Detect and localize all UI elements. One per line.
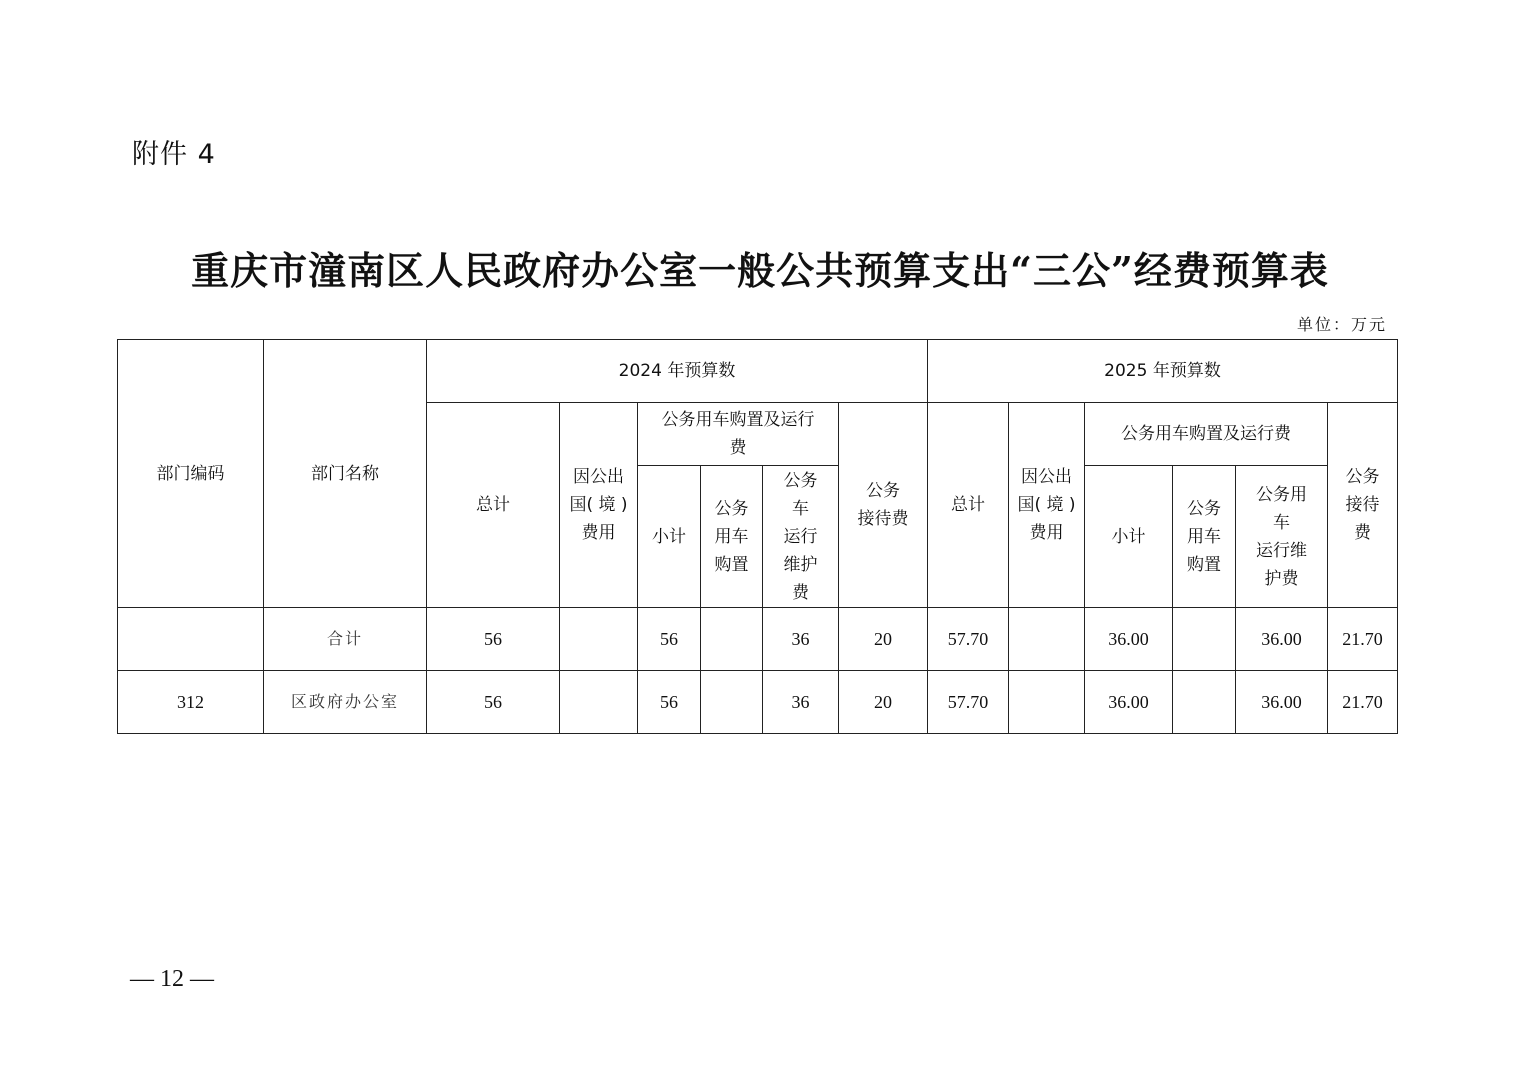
- row-0-2024-subtotal: 56: [637, 607, 701, 671]
- row-0-2025-total: 57.70: [927, 607, 1009, 671]
- attachment-label: 附件 4: [132, 139, 216, 170]
- header-2025-total: 总计: [927, 402, 1009, 608]
- row-0-2024-abroad: [559, 607, 638, 671]
- header-2024-abroad: 因公出 国( 境 ) 费用: [559, 402, 638, 608]
- row-1-2024-reception: 20: [838, 670, 928, 734]
- row-0-2025-purchase: [1172, 607, 1236, 671]
- row-1-2025-total: 57.70: [927, 670, 1009, 734]
- row-0-2024-operation: 36: [762, 607, 839, 671]
- unit-note: 单位：万元: [1296, 315, 1387, 334]
- row-0-2024-total: 56: [426, 607, 560, 671]
- header-2024: 2024 年预算数: [426, 339, 928, 403]
- row-0-2025-abroad: [1008, 607, 1085, 671]
- row-1-code: 312: [117, 670, 264, 734]
- row-1-2025-subtotal: 36.00: [1084, 670, 1173, 734]
- header-2025-operation: 公务用 车 运行维 护费: [1235, 465, 1328, 608]
- document-title: 重庆市潼南区人民政府办公室一般公共预算支出“三公”经费预算表: [191, 248, 1329, 293]
- header-dept-code: 部门编码: [117, 339, 264, 608]
- row-0-2024-reception: 20: [838, 607, 928, 671]
- row-1-2024-abroad: [559, 670, 638, 734]
- row-1-2025-operation: 36.00: [1235, 670, 1328, 734]
- row-1-2024-purchase: [700, 670, 763, 734]
- page-number: — 12 —: [130, 966, 214, 992]
- row-0-name: 合计: [263, 607, 427, 671]
- row-1-name: 区政府办公室: [263, 670, 427, 734]
- header-2024-subtotal: 小计: [637, 465, 701, 608]
- header-dept-name: 部门名称: [263, 339, 427, 608]
- row-0-2025-subtotal: 36.00: [1084, 607, 1173, 671]
- header-2024-total: 总计: [426, 402, 560, 608]
- row-1-2025-reception: 21.70: [1327, 670, 1398, 734]
- header-2024-purchase: 公务 用车 购置: [700, 465, 763, 608]
- header-2024-reception: 公务 接待费: [838, 402, 928, 608]
- header-2024-vehicle: 公务用车购置及运行 费: [637, 402, 839, 466]
- header-2025-purchase: 公务 用车 购置: [1172, 465, 1236, 608]
- row-0-2025-operation: 36.00: [1235, 607, 1328, 671]
- row-1-2024-total: 56: [426, 670, 560, 734]
- header-2025-reception: 公务 接待 费: [1327, 402, 1398, 608]
- row-1-2025-abroad: [1008, 670, 1085, 734]
- row-0-2024-purchase: [700, 607, 763, 671]
- row-0-2025-reception: 21.70: [1327, 607, 1398, 671]
- header-2025-abroad: 因公出 国( 境 ) 费用: [1008, 402, 1085, 608]
- header-2025-subtotal: 小计: [1084, 465, 1173, 608]
- header-2025-vehicle: 公务用车购置及运行费: [1084, 402, 1328, 466]
- row-0-code: [117, 607, 264, 671]
- row-1-2024-operation: 36: [762, 670, 839, 734]
- row-1-2024-subtotal: 56: [637, 670, 701, 734]
- header-2024-operation: 公务 车 运行 维护 费: [762, 465, 839, 608]
- header-2025: 2025 年预算数: [927, 339, 1398, 403]
- row-1-2025-purchase: [1172, 670, 1236, 734]
